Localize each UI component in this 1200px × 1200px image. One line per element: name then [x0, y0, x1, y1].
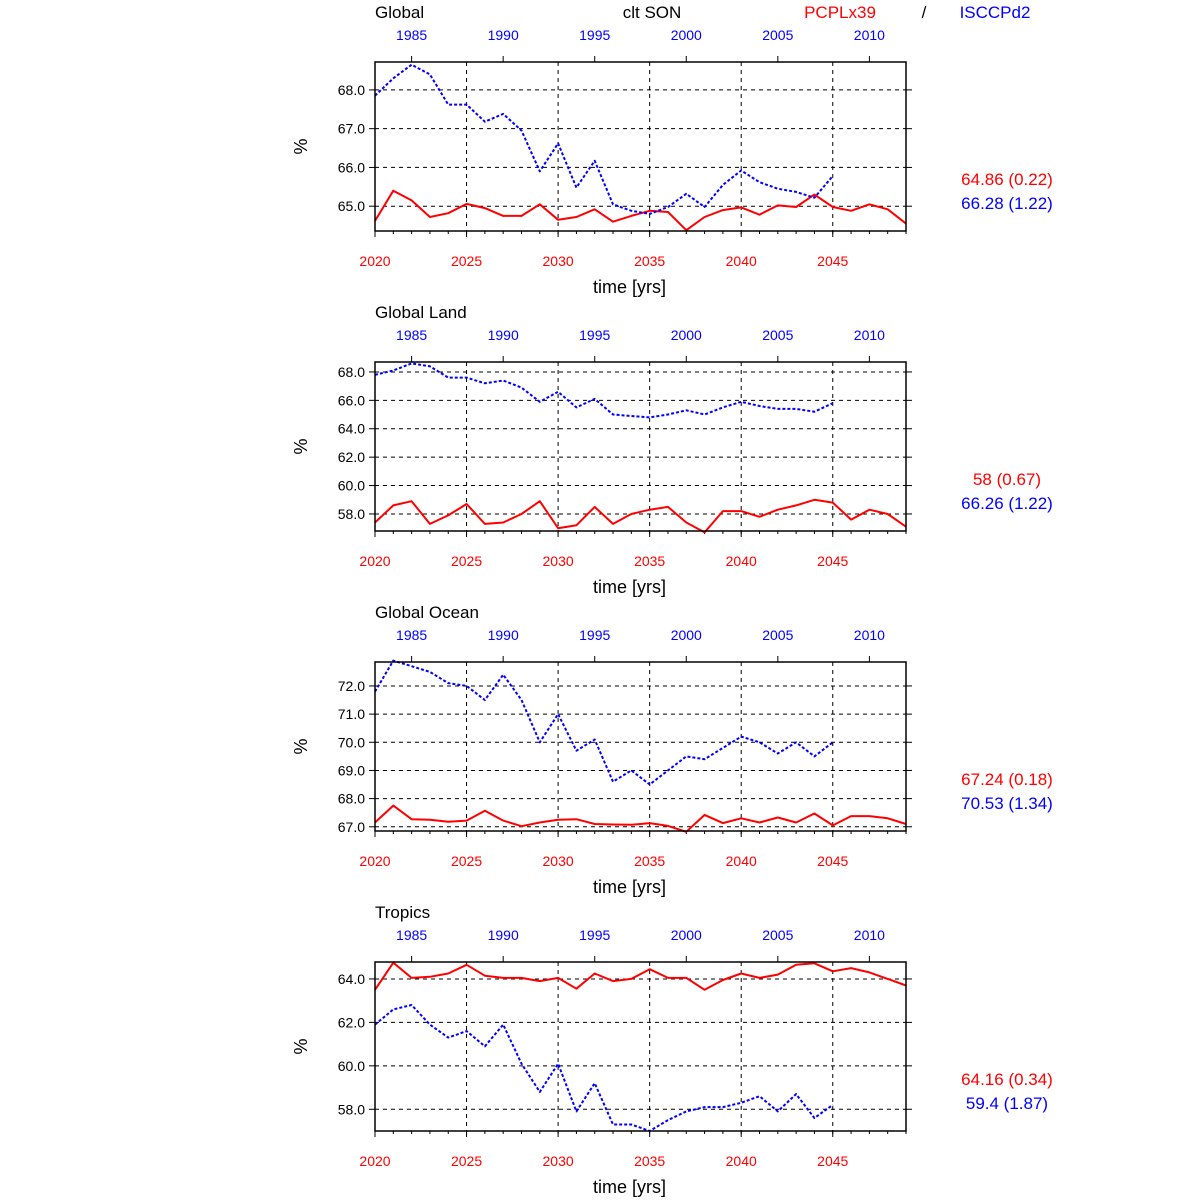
top-x-tick-label: 1985	[396, 27, 428, 43]
stats-model: 64.86 (0.22)	[961, 170, 1053, 189]
panel-title: Global Ocean	[375, 603, 479, 622]
panel-title: Global Land	[375, 303, 467, 322]
series-line-model	[375, 500, 906, 533]
x-axis-label: time [yrs]	[592, 877, 667, 897]
top-x-tick-label: 2005	[762, 927, 794, 943]
chart-panel-3	[291, 603, 1053, 897]
y-tick-label: 70.0	[337, 734, 365, 751]
top-x-tick-label: 1995	[579, 927, 611, 943]
x-tick-label: 2045	[817, 853, 849, 869]
x-tick-label: 2035	[634, 1153, 666, 1169]
y-tick-label: 68.0	[337, 790, 365, 807]
y-tick-label: 72.0	[337, 677, 365, 694]
header-model-label: PCPLx39	[804, 3, 876, 22]
series-line-model	[375, 806, 906, 832]
top-x-tick-label: 2010	[853, 627, 885, 643]
top-x-tick-label: 2000	[670, 27, 702, 43]
header-obs-label: ISCCPd2	[959, 3, 1031, 22]
y-tick-label: 67.0	[337, 818, 365, 835]
x-tick-label: 2030	[542, 253, 574, 269]
series-line-obs	[375, 1005, 833, 1131]
top-x-tick-label: 2005	[762, 627, 794, 643]
y-tick-label: 64.0	[337, 420, 365, 437]
x-tick-label: 2040	[725, 853, 757, 869]
stats-obs: 59.4 (1.87)	[965, 1094, 1049, 1113]
x-tick-label: 2035	[634, 253, 666, 269]
x-tick-label: 2035	[634, 853, 666, 869]
stats-model: 67.24 (0.18)	[961, 770, 1053, 789]
y-tick-label: 68.0	[337, 363, 365, 380]
top-x-tick-label: 1985	[396, 627, 428, 643]
chart-panel-2	[291, 303, 1053, 597]
y-tick-label: 71.0	[337, 706, 365, 723]
x-tick-label: 2040	[725, 553, 757, 569]
header-variable-label: clt SON	[622, 3, 682, 22]
top-x-tick-label: 2000	[670, 627, 702, 643]
y-axis-label: %	[291, 1038, 311, 1055]
series-line-obs	[375, 363, 833, 417]
plot-frame	[375, 362, 906, 531]
x-axis-label: time [yrs]	[592, 277, 667, 297]
y-tick-label: 58.0	[337, 505, 365, 522]
top-x-tick-label: 1990	[487, 927, 519, 943]
y-axis-label: %	[291, 138, 311, 155]
top-x-tick-label: 2000	[670, 327, 702, 343]
y-tick-label: 60.0	[337, 1057, 365, 1074]
x-tick-label: 2020	[359, 853, 391, 869]
y-tick-label: 69.0	[337, 762, 365, 779]
y-tick-label: 60.0	[337, 477, 365, 494]
top-x-tick-label: 1995	[579, 327, 611, 343]
x-tick-label: 2020	[359, 1153, 391, 1169]
x-tick-label: 2020	[359, 253, 391, 269]
y-tick-label: 64.0	[337, 970, 365, 987]
top-x-tick-label: 1990	[487, 327, 519, 343]
x-tick-label: 2035	[634, 553, 666, 569]
x-tick-label: 2030	[542, 553, 574, 569]
series-line-model	[375, 963, 906, 990]
top-x-tick-label: 1995	[579, 27, 611, 43]
y-axis-label: %	[291, 738, 311, 755]
top-x-tick-label: 1985	[396, 927, 428, 943]
x-tick-label: 2030	[542, 853, 574, 869]
top-x-tick-label: 1990	[487, 627, 519, 643]
top-x-tick-label: 2010	[853, 927, 885, 943]
y-tick-label: 65.0	[337, 198, 365, 215]
x-tick-label: 2045	[817, 253, 849, 269]
x-tick-label: 2040	[725, 253, 757, 269]
top-x-tick-label: 2005	[762, 27, 794, 43]
y-tick-label: 67.0	[337, 120, 365, 137]
plot-frame	[375, 62, 906, 231]
y-axis-label: %	[291, 438, 311, 455]
top-x-tick-label: 2010	[853, 27, 885, 43]
stats-obs: 66.26 (1.22)	[961, 494, 1053, 513]
y-tick-label: 66.0	[337, 159, 365, 176]
x-axis-label: time [yrs]	[592, 1177, 667, 1197]
x-tick-label: 2045	[817, 553, 849, 569]
y-tick-label: 62.0	[337, 449, 365, 466]
x-tick-label: 2025	[450, 253, 483, 269]
x-axis-label: time [yrs]	[592, 577, 667, 597]
x-tick-label: 2025	[450, 853, 483, 869]
chart-panel-4	[291, 903, 1053, 1197]
series-line-obs	[375, 65, 833, 214]
y-tick-label: 62.0	[337, 1014, 365, 1031]
top-x-tick-label: 1990	[487, 27, 519, 43]
chart-panel-1	[291, 27, 1053, 297]
top-x-tick-label: 1995	[579, 627, 611, 643]
x-tick-label: 2020	[359, 553, 391, 569]
series-line-obs	[375, 661, 833, 785]
x-tick-label: 2030	[542, 1153, 574, 1169]
plot-frame	[375, 962, 906, 1131]
x-tick-label: 2040	[725, 1153, 757, 1169]
stats-obs: 66.28 (1.22)	[961, 194, 1053, 213]
series-line-model	[375, 191, 906, 231]
stats-model: 58 (0.67)	[972, 470, 1042, 489]
top-x-tick-label: 2010	[853, 327, 885, 343]
x-tick-label: 2045	[817, 1153, 849, 1169]
header-separator: /	[921, 3, 927, 22]
x-tick-label: 2025	[450, 553, 483, 569]
stats-model: 64.16 (0.34)	[961, 1070, 1053, 1089]
top-x-tick-label: 1985	[396, 327, 428, 343]
top-x-tick-label: 2000	[670, 927, 702, 943]
y-tick-label: 58.0	[337, 1101, 365, 1118]
stats-obs: 70.53 (1.34)	[961, 794, 1053, 813]
top-x-tick-label: 2005	[762, 327, 794, 343]
y-tick-label: 66.0	[337, 392, 365, 409]
panel-title: Tropics	[375, 903, 431, 922]
x-tick-label: 2025	[450, 1153, 483, 1169]
y-tick-label: 68.0	[337, 81, 365, 98]
header-region-label: Global	[375, 3, 425, 22]
